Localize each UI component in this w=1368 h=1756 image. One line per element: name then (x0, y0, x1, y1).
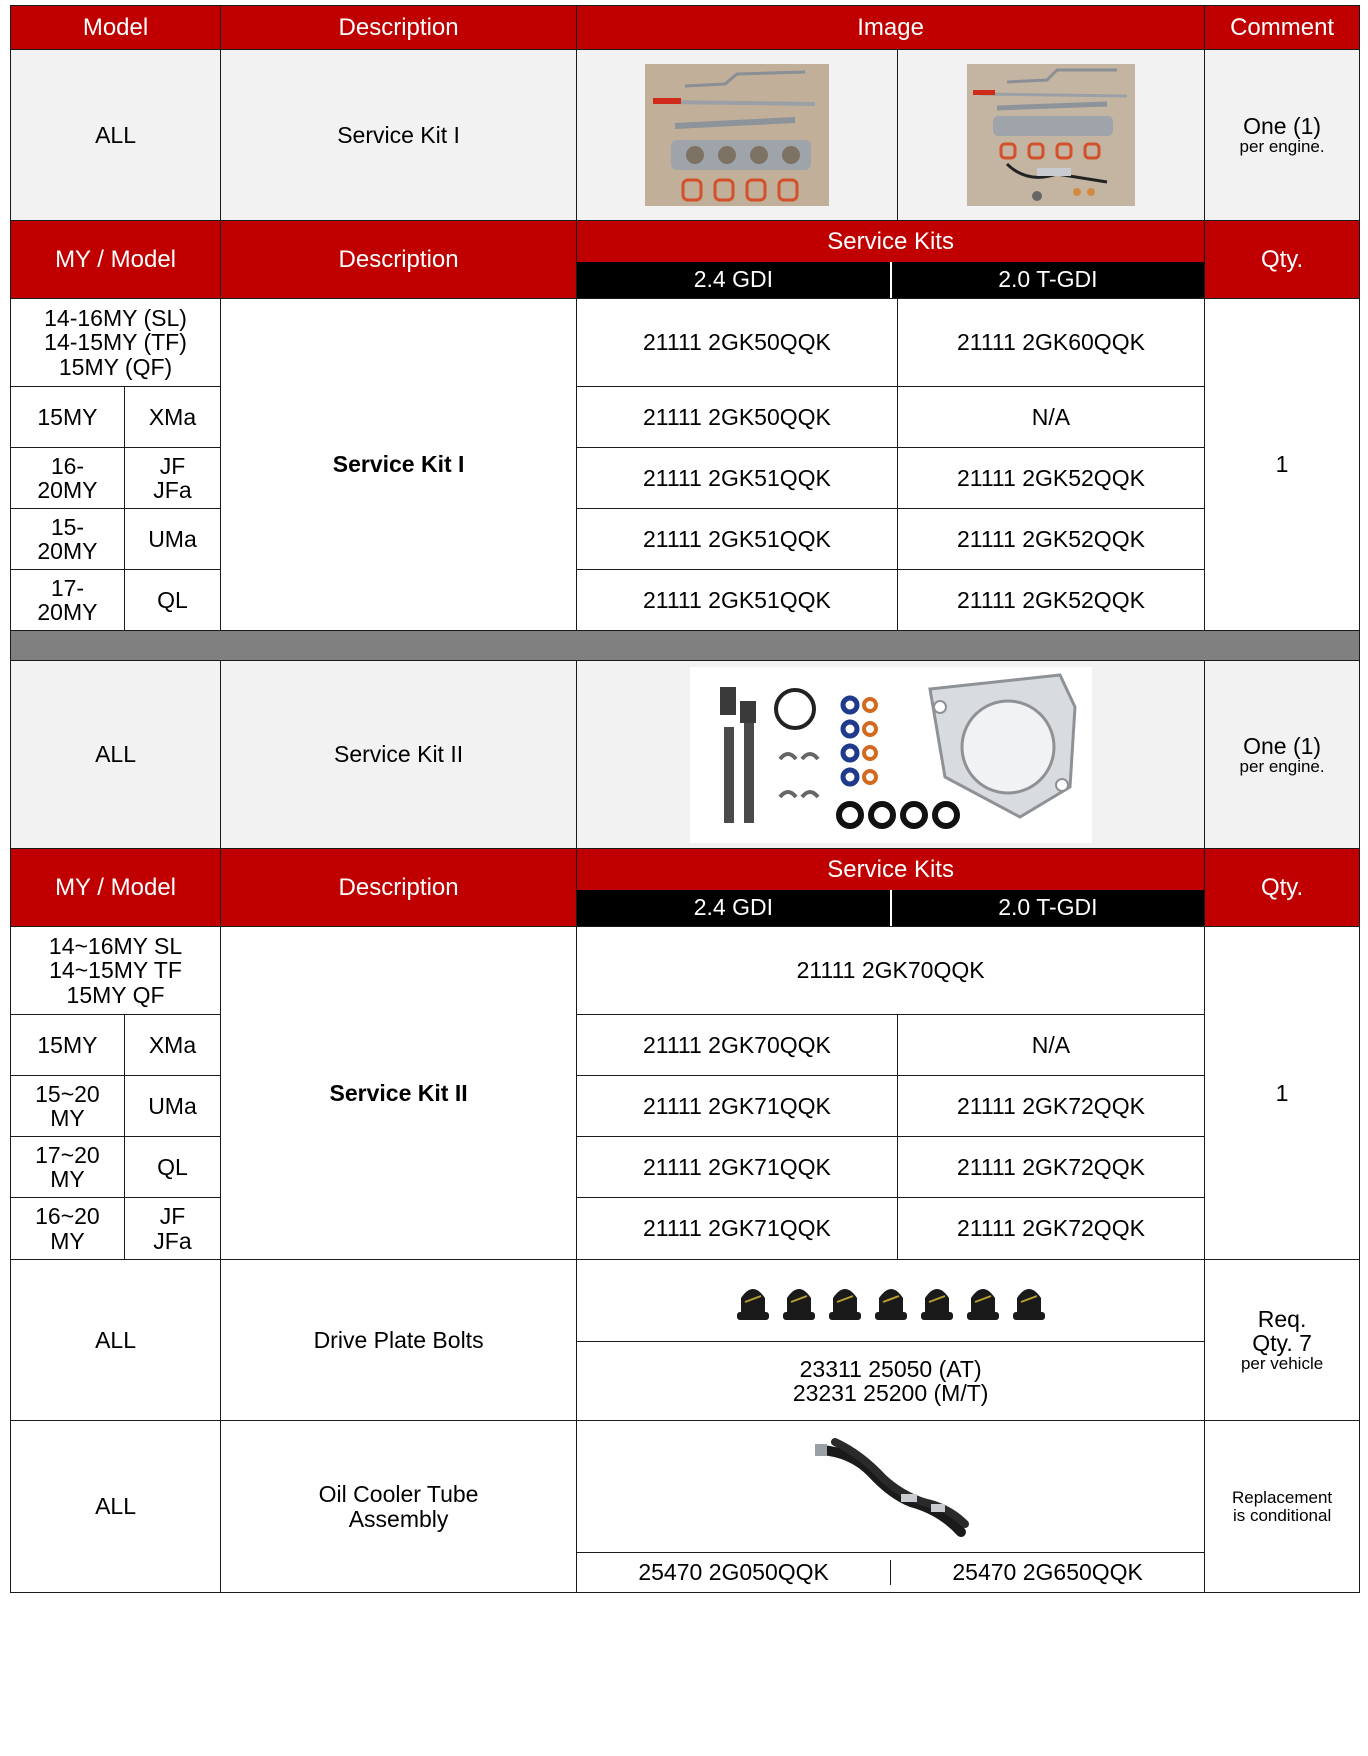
kit1-row-part-b: 21111 2GK52QQK (897, 448, 1204, 509)
kit2-row-part-a: 21111 2GK71QQK (577, 1137, 898, 1198)
kit2-row-part-b: N/A (897, 1015, 1204, 1076)
oil-tube-photo (801, 1432, 981, 1542)
kit1-row-model: QL (124, 570, 220, 631)
kit2-row (11, 927, 1360, 1015)
kit2-qty: 1 (1205, 927, 1360, 1260)
header3-my-model: MY / Model (11, 849, 221, 927)
kit1-row-my: 16- 20MY (11, 448, 125, 509)
header2-qty: Qty. (1205, 221, 1360, 299)
kit1-row-my: 15MY (11, 387, 125, 448)
header3-service-kits-label: Service Kits (827, 855, 954, 883)
header-row-kit1 (11, 221, 1360, 299)
kit2-row-my: 17~20 MY (11, 1137, 125, 1198)
kit2-row (11, 1015, 1360, 1076)
kit1-row-part-a: 21111 2GK51QQK (577, 570, 898, 631)
kit2-comment (1205, 661, 1360, 849)
kit1-row-part-a: 21111 2GK50QQK (577, 299, 898, 387)
bolts-model: ALL (11, 1260, 221, 1421)
kit1-row-part-a: 21111 2GK50QQK (577, 387, 898, 448)
header-image: Image (577, 6, 1205, 50)
kit2-row-part-b: 21111 2GK72QQK (897, 1137, 1204, 1198)
separator-row (11, 631, 1360, 661)
kit1-row-my: 17- 20MY (11, 570, 125, 631)
kit1-row-part-a: 21111 2GK51QQK (577, 448, 898, 509)
kit1-row-part-a: 21111 2GK51QQK (577, 509, 898, 570)
header2-service-kits (577, 221, 1205, 299)
kit2-image-row (11, 661, 1360, 849)
kit2-row (11, 1137, 1360, 1198)
kit2-row (11, 1076, 1360, 1137)
oil-description: Oil Cooler Tube Assembly (221, 1421, 577, 1593)
kit1-row-part-b: 21111 2GK52QQK (897, 509, 1204, 570)
oil-part-b: 25470 2G650QQK (952, 1559, 1143, 1586)
bolts-comment-main: Req. Qty. 7 (1252, 1305, 1312, 1357)
kit1-comment-main: One (1) (1243, 113, 1322, 139)
kit1-row (11, 570, 1360, 631)
kit1-row-model: JF JFa (124, 448, 220, 509)
kit1-row (11, 299, 1360, 387)
kit1-image-row (11, 50, 1360, 221)
kit1-photo-a (645, 64, 829, 206)
kit1-row-my: 15- 20MY (11, 509, 125, 570)
kit1-description: Service Kit I (221, 50, 577, 221)
kit1-row (11, 387, 1360, 448)
kit1-row (11, 509, 1360, 570)
kit1-row-part-b: 21111 2GK52QQK (897, 570, 1204, 631)
kit2-row-part-a: 21111 2GK71QQK (577, 1198, 898, 1260)
kit2-row-my: 16~20 MY (11, 1198, 125, 1260)
bolts-comment-sub: per vehicle (1240, 1354, 1324, 1374)
bolts-row-image (11, 1260, 1360, 1342)
bolts-part-numbers: 23311 25050 (AT) 23231 25200 (M/T) (577, 1342, 1205, 1421)
kit2-row-my: 14~16MY SL 14~15MY TF 15MY QF (11, 927, 221, 1015)
kit2-row-my: 15~20 MY (11, 1076, 125, 1137)
kit1-comment-sub: per engine. (1239, 137, 1325, 157)
kit2-desc: Service Kit II (221, 927, 577, 1260)
service-kit-table (10, 5, 1360, 1593)
kit1-qty: 1 (1205, 299, 1360, 631)
header-description: Description (221, 6, 577, 50)
kit2-row-model: XMa (124, 1015, 220, 1076)
bolts-photo (731, 1276, 1051, 1326)
kit2-row-part-a: 21111 2GK70QQK (577, 1015, 898, 1076)
kit2-comment-main: One (1) (1243, 732, 1322, 759)
header-row-main (11, 6, 1360, 50)
kit2-row-part-shared: 21111 2GK70QQK (577, 927, 1205, 1015)
bolts-comment (1205, 1260, 1360, 1421)
oil-row-image (11, 1421, 1360, 1553)
header-comment: Comment (1205, 6, 1360, 50)
oil-model: ALL (11, 1421, 221, 1593)
kit2-row-my: 15MY (11, 1015, 125, 1076)
kit2-row-model: UMa (124, 1076, 220, 1137)
kit1-photo-b (967, 64, 1135, 206)
oil-parts-cell (577, 1553, 1205, 1593)
bolts-image-cell (577, 1260, 1205, 1342)
kit1-row-part-b: N/A (897, 387, 1204, 448)
header-row-kit2 (11, 849, 1360, 927)
kit1-image-b-cell (897, 50, 1204, 221)
kit1-row-model: XMa (124, 387, 220, 448)
kit2-row-part-b: 21111 2GK72QQK (897, 1198, 1204, 1260)
header-model: Model (11, 6, 221, 50)
kit2-row-part-b: 21111 2GK72QQK (897, 1076, 1204, 1137)
kit1-comment (1205, 50, 1360, 221)
kit2-description: Service Kit II (221, 661, 577, 849)
header3-col-2-4-gdi: 2.4 GDI (577, 890, 892, 926)
kit2-row-part-a: 21111 2GK71QQK (577, 1076, 898, 1137)
kit2-photo (690, 667, 1092, 843)
header2-col-2-0-tgdi: 2.0 T-GDI (998, 266, 1098, 293)
kit2-image-cell (577, 661, 1205, 849)
header3-service-kits (577, 849, 1205, 927)
header3-col-2-0-tgdi: 2.0 T-GDI (998, 894, 1098, 921)
kit1-row-my: 14-16MY (SL) 14-15MY (TF) 15MY (QF) (11, 299, 221, 387)
header2-col-2-4-gdi: 2.4 GDI (577, 262, 892, 298)
kit2-row-model: JF JFa (124, 1198, 220, 1260)
bolts-description: Drive Plate Bolts (221, 1260, 577, 1421)
kit1-desc: Service Kit I (221, 299, 577, 631)
kit2-model: ALL (11, 661, 221, 849)
kit2-comment-sub: per engine. (1239, 756, 1325, 776)
header3-description: Description (221, 849, 577, 927)
parts-table-page (10, 5, 1360, 1593)
oil-part-a: 25470 2G050QQK (577, 1560, 891, 1584)
kit1-row (11, 448, 1360, 509)
kit2-row (11, 1198, 1360, 1260)
header2-description: Description (221, 221, 577, 299)
kit1-row-model: UMa (124, 509, 220, 570)
kit1-image-a-cell (577, 50, 898, 221)
oil-comment: Replacement is conditional (1205, 1421, 1360, 1593)
header3-qty: Qty. (1205, 849, 1360, 927)
kit1-row-part-b: 21111 2GK60QQK (897, 299, 1204, 387)
header2-my-model: MY / Model (11, 221, 221, 299)
oil-image-cell (577, 1421, 1205, 1553)
header2-service-kits-label: Service Kits (827, 227, 954, 255)
kit2-row-model: QL (124, 1137, 220, 1198)
kit1-model: ALL (11, 50, 221, 221)
gray-separator (11, 631, 1360, 661)
